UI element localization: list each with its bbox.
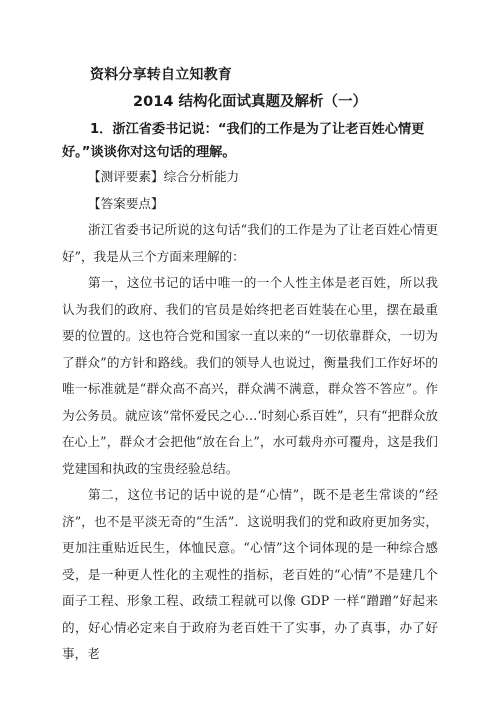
answer-label: 【答案要点】 [88,195,164,211]
question-text: 1．浙江省委书记说：“我们的工作是为了让老百姓心情更好。”谈谈你对这句话的理解。 [62,122,425,160]
paragraph-second: 第二，这位书记的话中说的是“心情”，既不是老生常谈的“经济”，也不是平淡无奇的“生活”．这说明我们的党和政府更加务实，更加注重贴近民生，体恤民意。“心情”这个词体现的是一种综合感受，是一种更人性化的主观性的指标，老百姓的“心情”不是建几个面子工程、形象工程、政绩工程就可以像 GDP 一样“蹭蹭”好起来的，好心情必定来自于政府为老百姓干了实事，办了真事，办了好事，老 [62,487,438,661]
document-title: 2014 结构化面试真题及解析（一） [133,94,367,110]
eval-label: 【测评要素】综合分析能力 [88,169,240,184]
source-line: 资料分享转自立知教育 [90,67,232,83]
paragraph-intro: 浙江省委书记所说的这句话“我们的工作是为了让老百姓心情更好”，我是从三个方面来理解的： [62,222,438,264]
paragraph-first: 第一，这位书记的话中唯一的一个人性主体是老百姓，所以我认为我们的政府、我们的官员是始终把老百姓装在心里，摆在最重要的位置的。这也符合党和国家一直以来的“一切依靠群众，一切为了群众”的方针和路线。我们的领导人也说过，衡量我们工作好坏的唯一标准就是“群众高不高兴，群众满不满意，群众答不答应”。作为公务员。就应该“常怀爱民之心…‘时刻心系百姓”，只有“把群众放在心上”，群众才会把他“放在台上”，水可载舟亦可覆舟，这是我们党建国和执政的宝贵经验总结。 [62,275,438,476]
